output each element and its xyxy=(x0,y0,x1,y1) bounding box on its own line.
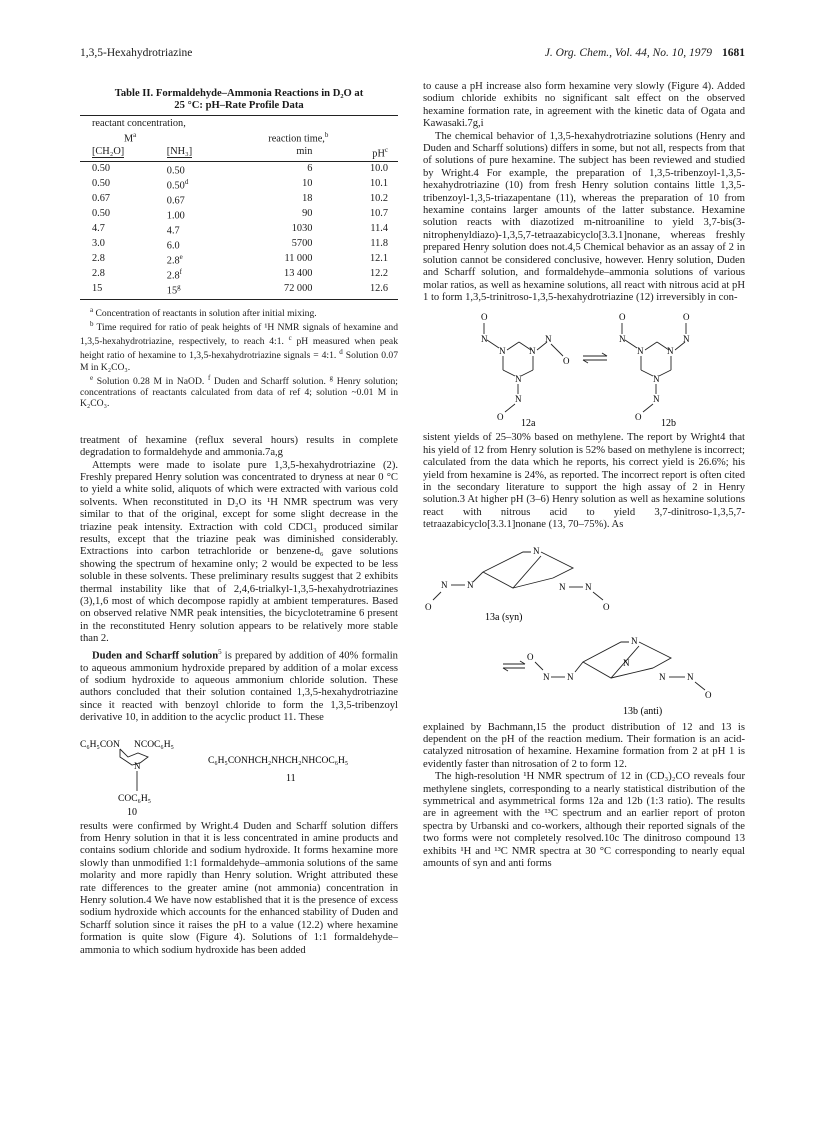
structure-12a-ring-n1: N xyxy=(499,346,506,357)
structure-13b-inner-n: N xyxy=(623,657,630,668)
right-paragraph-3: sistent yields of 25–30% based on methylene. The report by Wright4 that his yield of 12 from Henry solution is 52% based on methylene is incorrect; calculated from the data which he reports, his correct yield is 26.6%; his yield from hexamine is 24%, as reported. The incorrect report is often cited in the secondary literature to support the high assay of 2 in Henry solution.3 At higher pH (3–6) Henry solution as well as hexamine solutions react with nitrous acid to yield 3,7-dinitroso-1,3,5,7-tetraazabicyclo[3.3.1]nonane (13, 70–75%). As xyxy=(423,432,745,531)
cell-ch2o: 0.67 xyxy=(92,193,111,205)
col-nh3-header: [NH₃] xyxy=(165,145,236,162)
structure-12-drawing xyxy=(423,310,745,428)
structure-13b-ring-n2: N xyxy=(659,671,666,682)
structure-10-substituent-left: C₆H₅CON xyxy=(80,739,120,750)
cell-time: 11 000 xyxy=(284,253,313,265)
table-row xyxy=(80,207,398,222)
structure-13b-bridge-n: N xyxy=(631,635,638,646)
table-row xyxy=(80,267,398,282)
structure-12b-ring-n1: N xyxy=(637,346,644,357)
table-row xyxy=(80,237,398,252)
cell-ph: 12.2 xyxy=(369,268,388,280)
left-paragraph-4: results were confirmed by Wright.4 Duden and Scharff solution differs from Henry solution in that it is less concentrated in amine products and contains sodium chloride and sodium hydroxide. It forms hexamine more slowly than unmodified 1:1 formaldehyde–ammonia solutions of the same molarity and more rapidly than Henry solution. Wright attributed these rate differences to the greater amine (not ammonia) concentration in Henry solution.4 We have now established that it is the presence of excess sodium hydroxide which accounts for the enhanced stability of Duden and Scharff solution since it raises the pH to a value (12.2) where hexamine formation is quite slow (Figure 4). Solutions of 1:1 formaldehyde–ammonia to which sodium hydroxide has been added xyxy=(80,820,398,956)
cell-time: 90 xyxy=(302,208,313,220)
left-paragraph-1: treatment of hexamine (reflux several hours) results in complete degradation to formaldehyde and ammonia.7a,g xyxy=(80,434,398,459)
structure-13b-ring-n1: N xyxy=(567,671,574,682)
structure-12-scheme xyxy=(423,310,745,428)
structure-12a-label: 12a xyxy=(521,418,536,429)
structure-12b-nitroso-n2: N xyxy=(683,334,690,345)
structure-13a-ring-n2: N xyxy=(559,581,566,592)
cell-ch2o: 4.7 xyxy=(92,223,105,235)
structure-10-substituent-right: NCOC₆H₅ xyxy=(134,739,174,750)
structure-10-drawing xyxy=(80,731,398,817)
structure-12a-ring-n2: N xyxy=(529,346,536,357)
right-paragraph-1: to cause a pH increase also form hexamine very slowly (Figure 4). Added sodium chloride exhibits no significant salt effect on the observed hexamine formation rate, in agreement with the kinetic data of Ogata and Kawasaki.7g,i xyxy=(423,81,745,130)
cell-time: 18 xyxy=(302,193,313,205)
cell-time: 6 xyxy=(307,163,313,175)
structure-10-ring-n: N xyxy=(134,760,141,771)
table-row xyxy=(80,222,398,237)
data-table xyxy=(80,115,398,300)
structure-12b-nitroso-n1: N xyxy=(619,334,626,345)
footnote-e-f-g: $^e$ Solution 0.28 M in NaOD. $^f$ Duden and Scharff solution. $^g$ Henry solution; concentrations of reactants calculated from data of ref 4; solution ~0.01 M in K₂CO₃. xyxy=(80,373,398,409)
structure-13a-label: 13a (syn) xyxy=(485,611,523,623)
cell-nh3: 2.8e xyxy=(166,252,183,267)
table-row xyxy=(80,161,398,177)
cell-time: 13 400 xyxy=(284,268,313,280)
cell-ph: 11.4 xyxy=(370,223,388,235)
left-paragraph-3: Duden and Scharff solution$^5$ is prepared by addition of 40% formalin to aqueous ammonium hydroxide prepared by addition of a molar excess of sodium hydroxide to aqueous ammonium chloride solution. These authors concluded that their solution contained 1,3,5-hexahydrotriazine since it reacted with benzoyl chloride to form the 1,3,5-tribenzoyl derivative 10, in addition to the acyclic product 11. These xyxy=(80,647,398,724)
structure-10-label: 10 xyxy=(127,806,137,817)
structure-13a-o1: O xyxy=(425,601,432,612)
left-column xyxy=(80,88,398,957)
structure-12a-right-o: O xyxy=(563,356,570,367)
structure-12a-nitroso-n3: N xyxy=(515,394,522,405)
structure-12a-bottom-o: O xyxy=(497,412,504,423)
col-group-unit: $M^a$ xyxy=(124,130,137,145)
structure-13b-o2: O xyxy=(705,689,712,700)
structure-12b-right-o: O xyxy=(683,312,690,323)
cell-ch2o: 15 xyxy=(80,282,165,300)
right-paragraph-5: The high-resolution ¹H NMR spectrum of 12 in (CD₃)₂CO reveals four methylene singlets, corresponding to a nearly statistical distribution of the symmetrical and asymmetrical forms 12a and 12b (1:3 ratio). The results are in agreement with the ¹³C spectrum and an earlier report of proton spectra by Urbanski and co-workers, although their reported signals of the two forms were not completely resolved.10c The dinitroso compound 13 exhibits ¹H and ¹³C NMR spectra at 30 °C corresponding to nearly equal amounts of syn and anti forms xyxy=(423,771,745,870)
structure-13a-o2: O xyxy=(603,601,610,612)
structure-13-drawing xyxy=(423,538,745,718)
cell-ph: 12.1 xyxy=(369,253,388,265)
journal-citation xyxy=(545,47,745,59)
structure-12b-label: 12b xyxy=(661,418,676,429)
running-title: 1,3,5-Hexahydrotriazine xyxy=(80,47,193,59)
structure-12b-left-o: O xyxy=(619,312,626,323)
structure-11-formula: C₆H₅CONHCH₂NHCH₂NHCOC₆H₅ xyxy=(208,755,349,766)
cell-nh3: 0.67 xyxy=(166,195,185,207)
footnote-a: $^a$ Concentration of reactants in solution after initial mixing. xyxy=(90,305,317,319)
cell-ch2o: 2.8 xyxy=(92,253,105,265)
footnote-b-c-d: $^b$ Time required for ratio of peak heights of ¹H NMR signals of hexamine and 1,3,5-hexahydrotriazine, respectively, to reach 4:1. $^c$ pH measured when peak height ratio of hexamine to 1,3,5-hexahydrotriazine signals = 4:1. $^d$ Solution 0.07 M in K₂CO₃. xyxy=(80,319,398,373)
col-ph-header: $pH^c$ xyxy=(334,145,398,162)
structure-13a-bridge-n: N xyxy=(533,545,540,556)
cell-ph: 10.2 xyxy=(369,193,388,205)
table-title xyxy=(80,88,398,112)
structure-10-11 xyxy=(80,731,398,817)
page-number: 1681 xyxy=(722,47,745,59)
table-row xyxy=(80,192,398,207)
col-group-header: reactant concentration, xyxy=(80,116,235,130)
structure-13a-ring-n1: N xyxy=(467,579,474,590)
structure-12a-nitroso-n1: N xyxy=(481,334,488,345)
structure-12a-nitroso-n2: N xyxy=(545,334,552,345)
structure-13b-label: 13b (anti) xyxy=(623,705,663,717)
cell-ph: 12.6 xyxy=(334,282,398,300)
cell-nh3: 0.50$^d$ xyxy=(166,177,189,192)
col-time-header: reaction time,$^b$ xyxy=(268,130,329,145)
cell-time: 72 000 xyxy=(235,282,334,300)
structure-13a-nitroso-n2: N xyxy=(585,581,592,592)
cell-nh3: 0.50 xyxy=(166,165,185,177)
cell-time: 5700 xyxy=(291,238,313,250)
cell-ph: 11.8 xyxy=(370,238,388,250)
structure-13b-o1: O xyxy=(527,651,534,662)
page-header xyxy=(80,47,745,63)
table-footnotes xyxy=(80,305,398,409)
table-body xyxy=(80,161,398,299)
structure-12a-ring-n3: N xyxy=(515,374,522,385)
cell-ch2o: 0.50 xyxy=(92,178,111,190)
cell-ch2o: 0.50 xyxy=(92,208,111,220)
structure-13-scheme xyxy=(423,538,745,718)
structure-12b-bottom-o: O xyxy=(635,412,642,423)
structure-13b-nitroso-n1: N xyxy=(543,671,550,682)
right-paragraph-2: The chemical behavior of 1,3,5-hexahydrotriazine solutions (Henry and Duden and Scharff solutions) differs in some, but not all, respects from that of solutions of pure hexamine. The subject has been reviewed and studied by Wright.4 For example, the preparation of 1,3,5-tribenzoyl-1,3,5-hexahydrotriazine (10) from fresh Henry solution contains little 1,3,5-tribenzoyl-1,3,5-triazapentane (11), whereas the preparation of 10 from hexamine contains larger amounts of the latter substance. Hexamine solution reacts with diazotized m-nitroaniline to yield 3,7-bis(3-nitrophenyldiazo)-1,3,5,7-tetraazabicyclo[3.3.1]nonane, whereas freshly prepared Henry solution does not.4,5 Chemical behavior as an assay of 2 in solution cannot be considered conclusive, however. Henry solution, Duden and Scharff solution, and formaldehyde–ammonia solutions of various molar ratios, as well as hexamine solutions, all react with nitrous acid at pH 1 to form 1,3,5-trinitroso-1,3,5-hexahydrotriazine (12) irreversibly in con- xyxy=(423,130,745,303)
journal-name: J. Org. Chem., Vol. 44, No. 10, 1979 xyxy=(544,47,712,59)
col-time-unit: min xyxy=(235,145,334,162)
cell-ph: 10.1 xyxy=(369,178,388,190)
cell-ph: 10.0 xyxy=(369,163,388,175)
cell-nh3: 2.8$^f$ xyxy=(166,267,183,282)
cell-nh3: 1.00 xyxy=(166,210,185,222)
right-column xyxy=(423,81,745,870)
cell-ph: 10.7 xyxy=(369,208,388,220)
cell-nh3: 15$^g$ xyxy=(165,282,236,300)
structure-11-label: 11 xyxy=(286,772,296,784)
structure-12b-ring-n3: N xyxy=(653,374,660,385)
table-row xyxy=(80,282,398,300)
cell-time: 10 xyxy=(302,178,313,190)
structure-10-substituent-bottom: COC₆H₅ xyxy=(118,793,152,804)
col-ch2o-header: [CH₂O] xyxy=(80,145,165,162)
structure-12a-top-o: O xyxy=(481,312,488,323)
cell-time: 1030 xyxy=(291,223,313,235)
structure-12b-ring-n2: N xyxy=(667,346,674,357)
table-title-line2: 25 °C: pH–Rate Profile Data xyxy=(174,100,304,111)
cell-ch2o: 2.8 xyxy=(92,268,105,280)
table-row xyxy=(80,177,398,192)
table-title-line1: Table II. Formaldehyde–Ammonia Reactions in D₂O at xyxy=(114,88,364,99)
table-row xyxy=(80,252,398,267)
cell-nh3: 4.7 xyxy=(166,225,180,237)
right-paragraph-4: explained by Bachmann,15 the product distribution of 12 and 13 is dependent on the pH of the reaction medium. Their formation is an acid-catalyzed nitrosation of hexamine. Hexamine formation from 2 at pH 1 is evidently faster than nitrosation of 2 to form 12. xyxy=(423,721,745,770)
left-paragraph-2: Attempts were made to isolate pure 1,3,5-hexahydrotriazine (2). Freshly prepared Henry solution was concentrated to dryness at near 0 °C to yield a white solid, aliquots of which were extracted with various cold solvents. When reconstituted in D₂O its ¹H NMR spectrum was very similar to that of the original, except for some slight decrease in the triazine peak intensity. Extraction with cold CDCl₃ produced similar results, except that the triazine peak was diminished considerably. Extractions into carbon tetrachloride or benzene-d₆ gave solutions showing the spectrum of hexamine only; 2 would be expected to be less soluble in these solvents. These preliminary results suggest that 2 exhibits thermal instability like that of 2,4,6-trialkyl-1,3,5-hexahydrotriazines (3),1,6 most of which decompose rapidly at ambient temperatures. Based on observed relative NMR peak intensities, the bicyclotetramine 6 present in the reconstituted Henry solution appears to be relatively more stable than 2. xyxy=(80,459,398,645)
cell-nh3: 6.0 xyxy=(166,240,180,252)
cell-ch2o: 3.0 xyxy=(92,238,105,250)
cell-ch2o: 0.50 xyxy=(92,163,111,175)
structure-13a-nitroso-n1: N xyxy=(441,579,448,590)
structure-12b-nitroso-n3: N xyxy=(653,394,660,405)
structure-13b-nitroso-n2: N xyxy=(687,671,694,682)
